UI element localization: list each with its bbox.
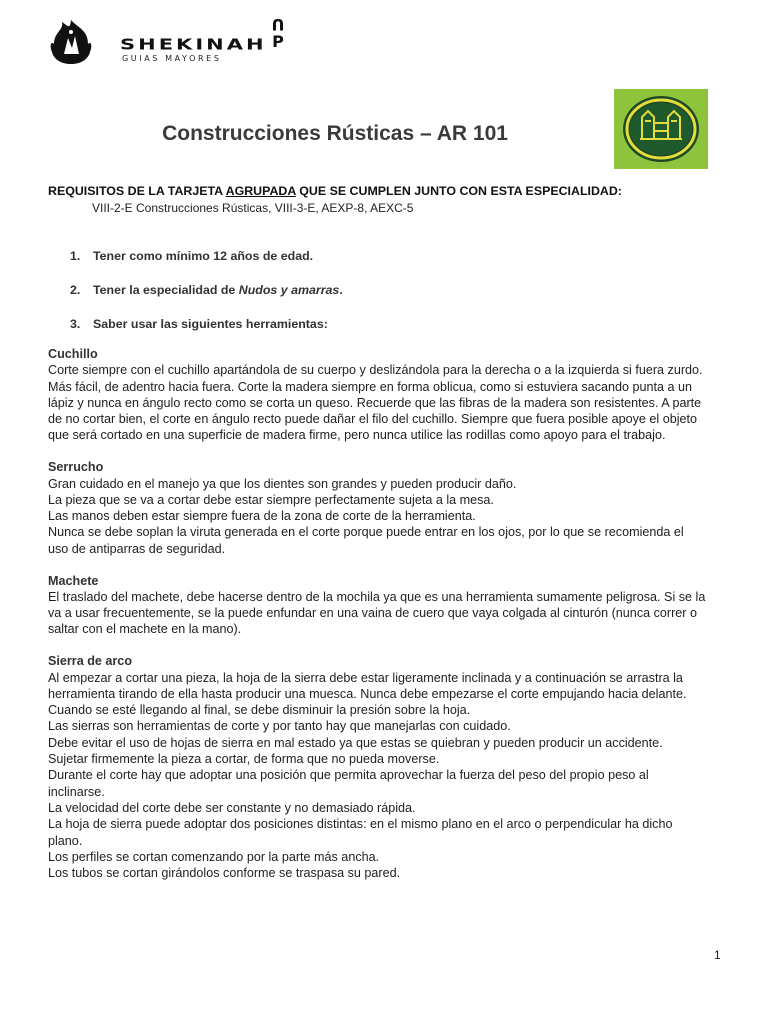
text-line: plano. [48, 833, 83, 848]
section-serrucho [48, 459, 728, 557]
text-line: Los tubos se cortan girándolos conforme se traspasa su pared. [48, 866, 401, 881]
text-line: va a usar frecuentemente, se la puede enfundar en una vaina de cuero que vaya colgada al cinturón (nunca correr o [48, 606, 698, 621]
list-item-text-end: . [339, 283, 343, 297]
text-line: Las manos deben estar siempre fuera de la zona de corte de la herramienta. [48, 509, 476, 524]
text-line: de no cortar bien, el corte en ángulo recto puede dañar el filo del cuchillo. Siempre que fuera posible apoye el objeto [48, 412, 698, 427]
requirements-heading-suffix: QUE SE CUMPLEN JUNTO CON ESTA ESPECIALIDAD: [295, 184, 622, 198]
text-line: Los perfiles se cortan comenzando por la parte más ancha. [48, 849, 380, 864]
document-body [48, 346, 728, 897]
text-line: La pieza que se va a cortar debe estar siempre perfectamente sujeta a la mesa. [48, 492, 494, 507]
requirements-list [70, 249, 343, 351]
requirements-detail: VIII-2-E Construcciones Rústicas, VIII-3-E, AEXP-8, AEXC-5 [92, 201, 414, 215]
requirements-heading-prefix: REQUISITOS DE LA TARJETA [48, 184, 226, 198]
brand-subtitle: GUIAS MAYORES [122, 54, 222, 63]
text-line: Corte siempre con el cuchillo apartándola de su cuerpo y deslizándola para la derecha o a la izquierda si fuera zurdo. [48, 363, 703, 378]
text-line: Sujetar firmemente la pieza a cortar, de forma que no pueda moverse. [48, 752, 440, 767]
section-title: Cuchillo [48, 347, 98, 361]
section-title: Serrucho [48, 460, 104, 475]
text-line: Las sierras son herramientas de corte y por tanto hay que manejarlas con cuidado. [48, 719, 511, 734]
section-cuchillo [48, 346, 728, 444]
list-item-text: Tener como mínimo 12 años de edad. [93, 249, 314, 263]
text-line: Nunca se debe soplan la viruta generada en el corte porque puede entrar en los ojos, por lo que se recomienda el [48, 525, 684, 540]
header [48, 16, 348, 70]
text-line: Debe evitar el uso de hojas de sierra en mal estado ya que estas se quiebran y pueden producir un accidente. [48, 735, 663, 750]
text-line: Al empezar a cortar una pieza, la hoja de la sierra debe estar ligeramente inclinada y a continuación se arrastra la [48, 670, 683, 685]
section-paragraph [48, 670, 728, 882]
list-item-emphasis: Nudos y amarras [238, 283, 340, 297]
list-item-number: 1. [70, 249, 81, 263]
text-line: El traslado del machete, debe hacerse dentro de la mochila ya que es una herramienta sumamente peligrosa. Si se la [48, 589, 706, 604]
list-item-text: Saber usar las siguientes herramientas: [93, 317, 328, 331]
text-line: La hoja de sierra puede adoptar dos posiciones distintas: en el mismo plano en el arco o perpendicular ha dicho [48, 817, 673, 832]
requirements-heading-underlined: AGRUPADA [225, 184, 296, 198]
section-paragraph [48, 476, 728, 557]
list-item [70, 249, 343, 283]
brand-name: SHEKINAH [120, 36, 267, 54]
text-line: La velocidad del corte debe ser constante y no demasiado rápida. [48, 800, 416, 815]
text-line: herramienta tirando de ella hasta producir una muesca. Nunca debe empezarse el corte empujando hacia delante. [48, 686, 687, 701]
page-title: Construcciones Rústicas – AR 101 [162, 122, 508, 145]
text-line: Durante el corte hay que adoptar una posición que permita aprovechar la fuerza del peso del propio peso al [48, 768, 649, 783]
text-line: Cuando se esté llegando al final, se debe disminuir la presión sobre la hoja. [48, 703, 471, 718]
list-item-number: 2. [70, 283, 81, 297]
flame-emblem-icon [48, 18, 94, 66]
text-line: Más fácil, de adentro hacia fuera. Corte la madera siempre en forma oblicua, como si estuviera sacando punta a un [48, 379, 693, 394]
brand-vertical-letter-p: P [272, 32, 284, 51]
requirements-heading [48, 184, 622, 198]
page-number: 1 [714, 948, 721, 962]
text-line: uso de antiparras de seguridad. [48, 541, 226, 556]
section-paragraph [48, 362, 728, 443]
section-sierra-de-arco [48, 653, 728, 881]
section-title: Machete [48, 573, 99, 588]
list-item-text: Tener la especialidad de [93, 283, 239, 297]
list-item [70, 283, 343, 317]
text-line: lápiz y nunca en ángulo recto como se corta un queso. Recuerde que las fibras de la madera son resistentes. A parte [48, 395, 702, 410]
text-line: que será cortado en una superficie de madera firme, pero nunca utilice las rodillas como apoyo para el trabajo. [48, 428, 666, 443]
section-paragraph [48, 589, 728, 638]
text-line: Gran cuidado en el manejo ya que los dientes son grandes y pueden producir daño. [48, 476, 517, 491]
list-item-number: 3. [70, 317, 81, 331]
section-machete [48, 573, 728, 638]
text-line: saltar con el machete en la mano). [48, 622, 242, 637]
section-title: Sierra de arco [48, 654, 133, 669]
brand-vertical-letter-u: U [271, 15, 285, 34]
brand-vertical-letters [270, 16, 286, 50]
text-line: inclinarse. [48, 784, 105, 799]
